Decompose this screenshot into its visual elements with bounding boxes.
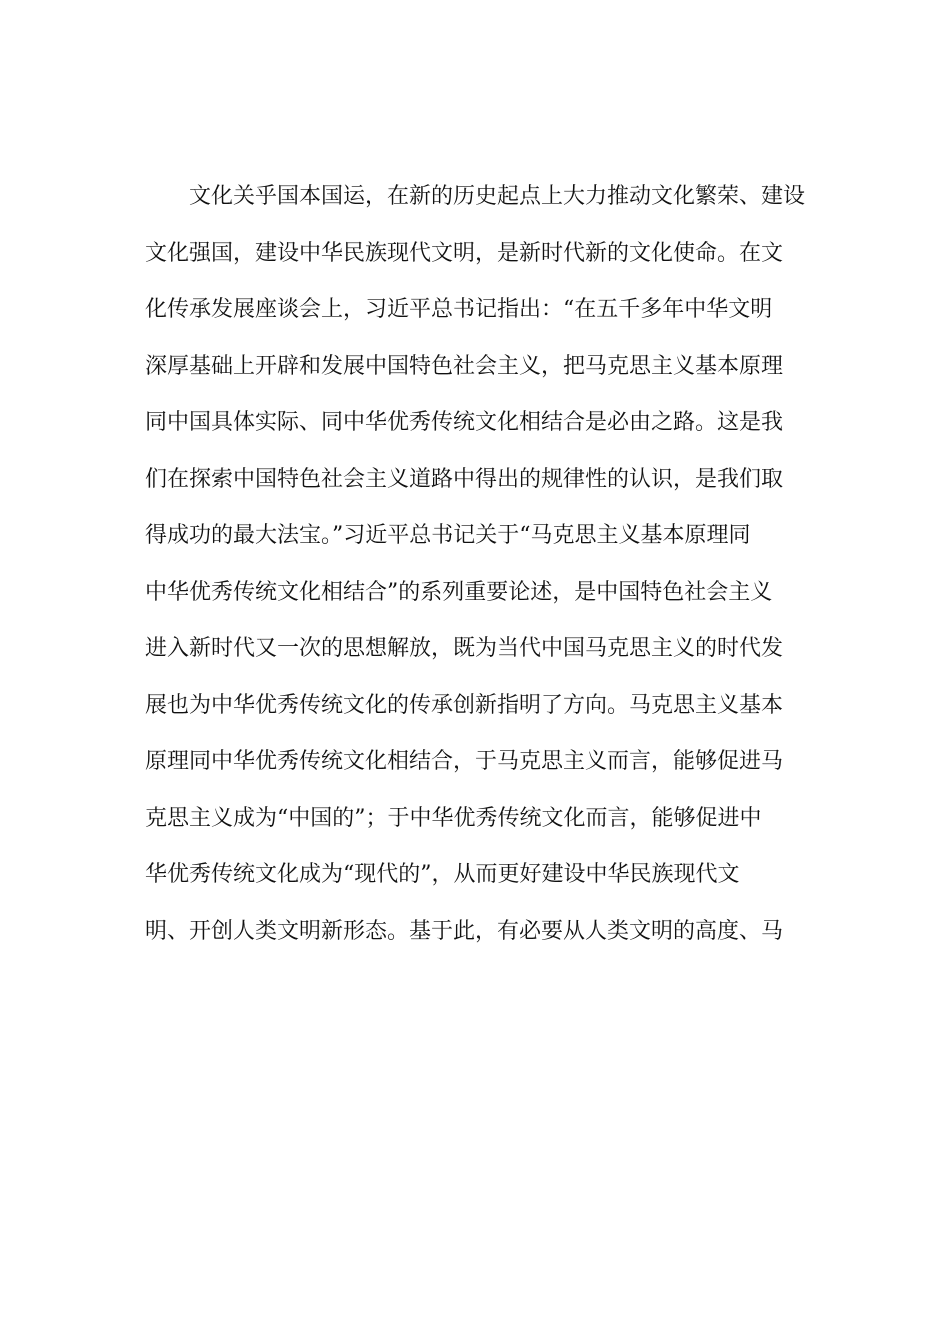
text-line: 明、开创人类文明新形态。基于此，有必要从人类文明的高度、马 — [145, 918, 784, 944]
text-line: 展也为中华优秀传统文化的传承创新指明了方向。马克思主义基本 — [145, 692, 784, 718]
text-line: 克思主义成为“中国的”；于中华优秀传统文化而言，能够促进中 — [145, 805, 762, 831]
text-line: 文化强国，建设中华民族现代文明，是新时代新的文化使命。在文 — [145, 240, 784, 266]
text-line: 同中国具体实际、同中华优秀传统文化相结合是必由之路。这是我 — [145, 410, 784, 435]
text-line: 进入新时代又一次的思想解放，既为当代中国马克思主义的时代发 — [145, 636, 784, 661]
text-line: 深厚基础上开辟和发展中国特色社会主义，把马克思主义基本原理 — [145, 353, 784, 379]
text-line: 化传承发展座谈会上，习近平总书记指出：“在五千多年中华文明 — [145, 297, 773, 322]
text-line: 中华优秀传统文化相结合”的系列重要论述，是中国特色社会主义 — [145, 579, 773, 605]
text-line: 得成功的最大法宝。”习近平总书记关于“马克思主义基本原理同 — [145, 523, 751, 548]
text-line: 文化关乎国本国运，在新的历史起点上大力推动文化繁荣、建设 — [145, 184, 806, 209]
body-paragraph — [145, 185, 805, 976]
text-line: 原理同中华优秀传统文化相结合，于马克思主义而言，能够促进马 — [145, 749, 784, 774]
text-line: 们在探索中国特色社会主义道路中得出的规律性的认识，是我们取 — [145, 466, 784, 492]
text-line: 华优秀传统文化成为“现代的”，从而更好建设中华民族现代文 — [145, 862, 740, 887]
